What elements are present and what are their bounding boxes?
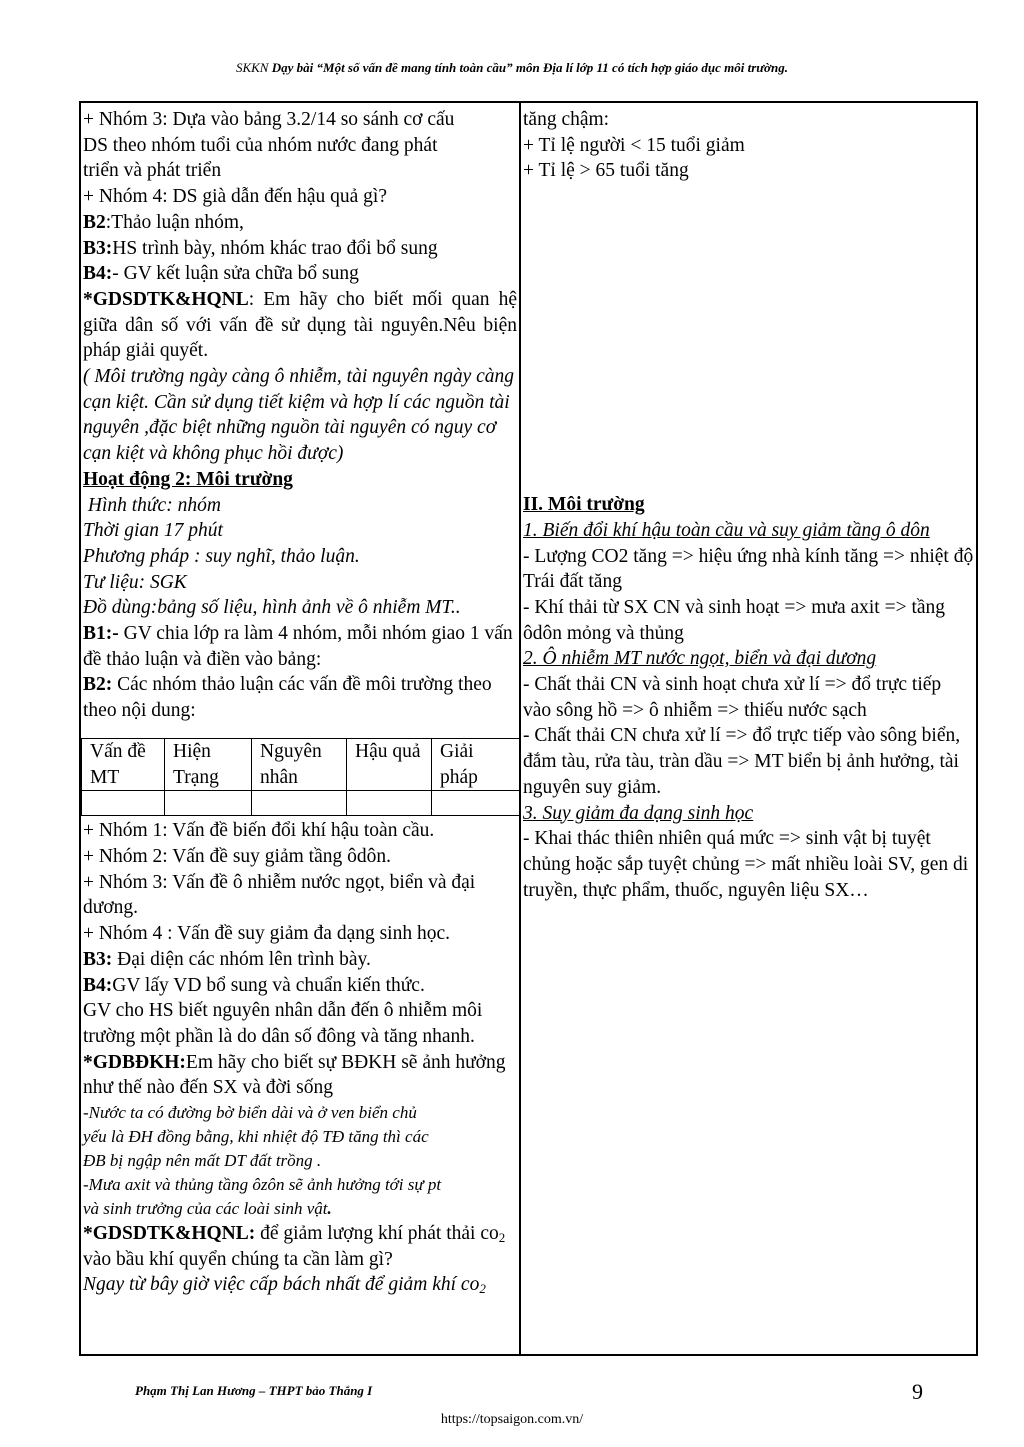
- table-header-cell: Hiện Trạng: [165, 738, 252, 790]
- step-b4: B4:- GV kết luận sửa chữa bổ sung: [83, 263, 359, 285]
- left-line: DS theo nhóm tuổi của nhóm nước đang phát: [83, 134, 438, 156]
- gdsdtk-question: *GDSDTK&HQNL: Em hãy cho biết mối quan hệ giữa dân số với vấn đề sử dụng tài nguyên.Nêu biện pháp giải quyết.: [83, 288, 517, 362]
- gdsdtk-question-2: *GDSDTK&HQNL: để giảm lượng khí phát thải $co_2$ vào bầu khí quyển chúng ta cần làm gì?: [83, 1223, 506, 1270]
- content-column: [521, 103, 976, 1354]
- step-s3: B3: Đại diện các nhóm lên trình bày.: [83, 948, 371, 970]
- point: - Chất thải CN và sinh hoạt chưa xử lí => đổ trực tiếp vào sông hồ => ô nhiễm => thiếu nước sạch: [523, 674, 942, 721]
- activity-material: Tư liệu: SGK: [83, 571, 187, 593]
- section-2-title: II. Môi trường: [523, 494, 645, 516]
- group-3: + Nhóm 3: Vấn đề ô nhiễm nước ngọt, biển và đại dương.: [83, 871, 476, 919]
- step-b2: B2:Thảo luận nhóm,: [83, 211, 244, 233]
- table-cell: [432, 791, 522, 816]
- step-s4: B4:GV lấy VD bổ sung và chuẩn kiến thức.: [83, 974, 425, 996]
- bdkh-answer-line: và sinh trưởng của các loài sinh vật.: [83, 1199, 332, 1219]
- subsection-1-title: 1. Biến đổi khí hậu toàn cầu và suy giảm tầng ô dôn: [523, 519, 930, 541]
- table-cell: [82, 791, 165, 816]
- right-line: tăng chậm:: [523, 109, 610, 130]
- left-line: + Nhóm 3: Dựa vào bảng 3.2/14 so sánh cơ cấu: [83, 109, 455, 130]
- group-2: + Nhóm 2: Vấn đề suy giảm tầng ôdôn.: [83, 845, 391, 867]
- point: - Chất thải CN chưa xử lí => đổ trực tiếp vào sông biển, đắm tàu, rửa tàu, tràn dầu => MT biển bị ảnh hưởng, tài nguyên suy giảm.: [523, 725, 961, 798]
- bdkh-answer-line: yếu là ĐH đồng bằng, khi nhiệt độ TĐ tăng thì các: [83, 1127, 429, 1147]
- table-header-cell: Hậu quả: [347, 738, 432, 790]
- header-lead: SKKN: [235, 60, 269, 75]
- left-line: + Nhóm 4: DS già dẫn đến hậu quả gì?: [83, 186, 387, 208]
- teacher-activity-column: [81, 103, 521, 1354]
- page-header: [0, 60, 1024, 76]
- gdbdkh-question: *GDBĐKH:Em hãy cho biết sự BĐKH sẽ ảnh hưởng như thế nào đến SX và đời sống: [83, 1051, 506, 1099]
- source-url: https://topsaigon.com.vn/: [440, 1412, 584, 1427]
- point: - Khí thải từ SX CN và sinh hoạt => mưa axit => tầng ôdôn mỏng và thủng: [523, 596, 946, 644]
- bdkh-answer-line: ĐB bị ngập nên mất DT đất trồng .: [83, 1151, 322, 1171]
- spacer: [523, 184, 974, 492]
- right-line: + Tỉ lệ người < 15 tuổi giảm: [523, 134, 745, 156]
- footer-author: Phạm Thị Lan Hương – THPT bảo Thắng I: [135, 1383, 373, 1398]
- point: - Lượng CO2 tăng => hiệu ứng nhà kính tăng => nhiệt độ Trái đất tăng: [523, 545, 974, 593]
- discussion-table: [81, 738, 521, 816]
- table-header-cell: Vấn đề MT: [82, 738, 165, 790]
- lesson-table: [79, 101, 978, 1356]
- teacher-note: GV cho HS biết nguyên nhân dẫn đến ô nhiễm môi trường một phần là do dân số đông và tăng nhanh.: [83, 1000, 483, 1047]
- bdkh-answer-line: -Mưa axit và thủng tầng ôzôn sẽ ảnh hưởng tới sự pt: [83, 1175, 442, 1195]
- step-b3: B3:HS trình bày, nhóm khác trao đổi bổ sung: [83, 237, 438, 259]
- activity-form: Hình thức: nhóm: [83, 494, 221, 516]
- group-1: + Nhóm 1: Vấn đề biến đổi khí hậu toàn cầu.: [83, 820, 435, 842]
- group-4: + Nhóm 4 : Vấn đề suy giảm đa dạng sinh học.: [83, 923, 451, 945]
- activity-tools: Đồ dùng:bảng số liệu, hình ảnh về ô nhiễm MT..: [83, 597, 461, 619]
- subsection-2-title: 2. Ô nhiễm MT nước ngọt, biển và đại dương: [523, 648, 877, 670]
- table-cell: [252, 791, 347, 816]
- right-line: + Tỉ lệ > 65 tuổi tăng: [523, 160, 689, 182]
- activity-method: Phương pháp : suy nghĩ, thảo luận.: [83, 545, 360, 567]
- step-s2: B2: Các nhóm thảo luận các vấn đề môi trường theo theo nội dung:: [83, 674, 492, 722]
- page-number: 9: [912, 1379, 923, 1404]
- last-line: Ngay từ bây giờ việc cấp bách nhất để giảm khí $co_2$: [83, 1274, 486, 1297]
- header-title: Dạy bài “Một số vấn đề mang tính toàn cầu” môn Địa lí lớp 11 có tích hợp giáo dục môi trường.: [271, 60, 789, 75]
- step-s1: B1:- GV chia lớp ra làm 4 nhóm, mỗi nhóm giao 1 vấn đề thảo luận và điền vào bảng:: [83, 623, 513, 670]
- table-header-cell: Giải pháp: [432, 738, 522, 790]
- table-cell: [347, 791, 432, 816]
- gdsdtk-answer: ( Môi trường ngày càng ô nhiễm, tài nguyên ngày càng cạn kiệt. Cần sử dụng tiết kiệm và hợp lí các nguồn tài nguyên ,đặc biệt những nguồn tài nguyên có nguy cơ cạn kiệt và không phục hồi được): [83, 366, 514, 465]
- activity-2-title: Hoạt động 2: Môi trường: [83, 468, 293, 490]
- activity-time: Thời gian 17 phút: [83, 520, 223, 542]
- point: - Khai thác thiên nhiên quá mức => sinh vật bị tuyệt chủng hoặc sắp tuyệt chủng => mất nhiều loài SV, gen di truyền, thực phẩm, thuốc, nguyên liệu SX…: [523, 828, 969, 901]
- left-line: triển và phát triển: [83, 160, 222, 182]
- table-cell: [165, 791, 252, 816]
- table-header-cell: Nguyên nhân: [252, 738, 347, 790]
- subsection-3-title: 3. Suy giảm đa dạng sinh học: [523, 802, 754, 824]
- bdkh-answer-line: -Nước ta có đường bờ biển dài và ở ven biển chủ: [83, 1103, 417, 1123]
